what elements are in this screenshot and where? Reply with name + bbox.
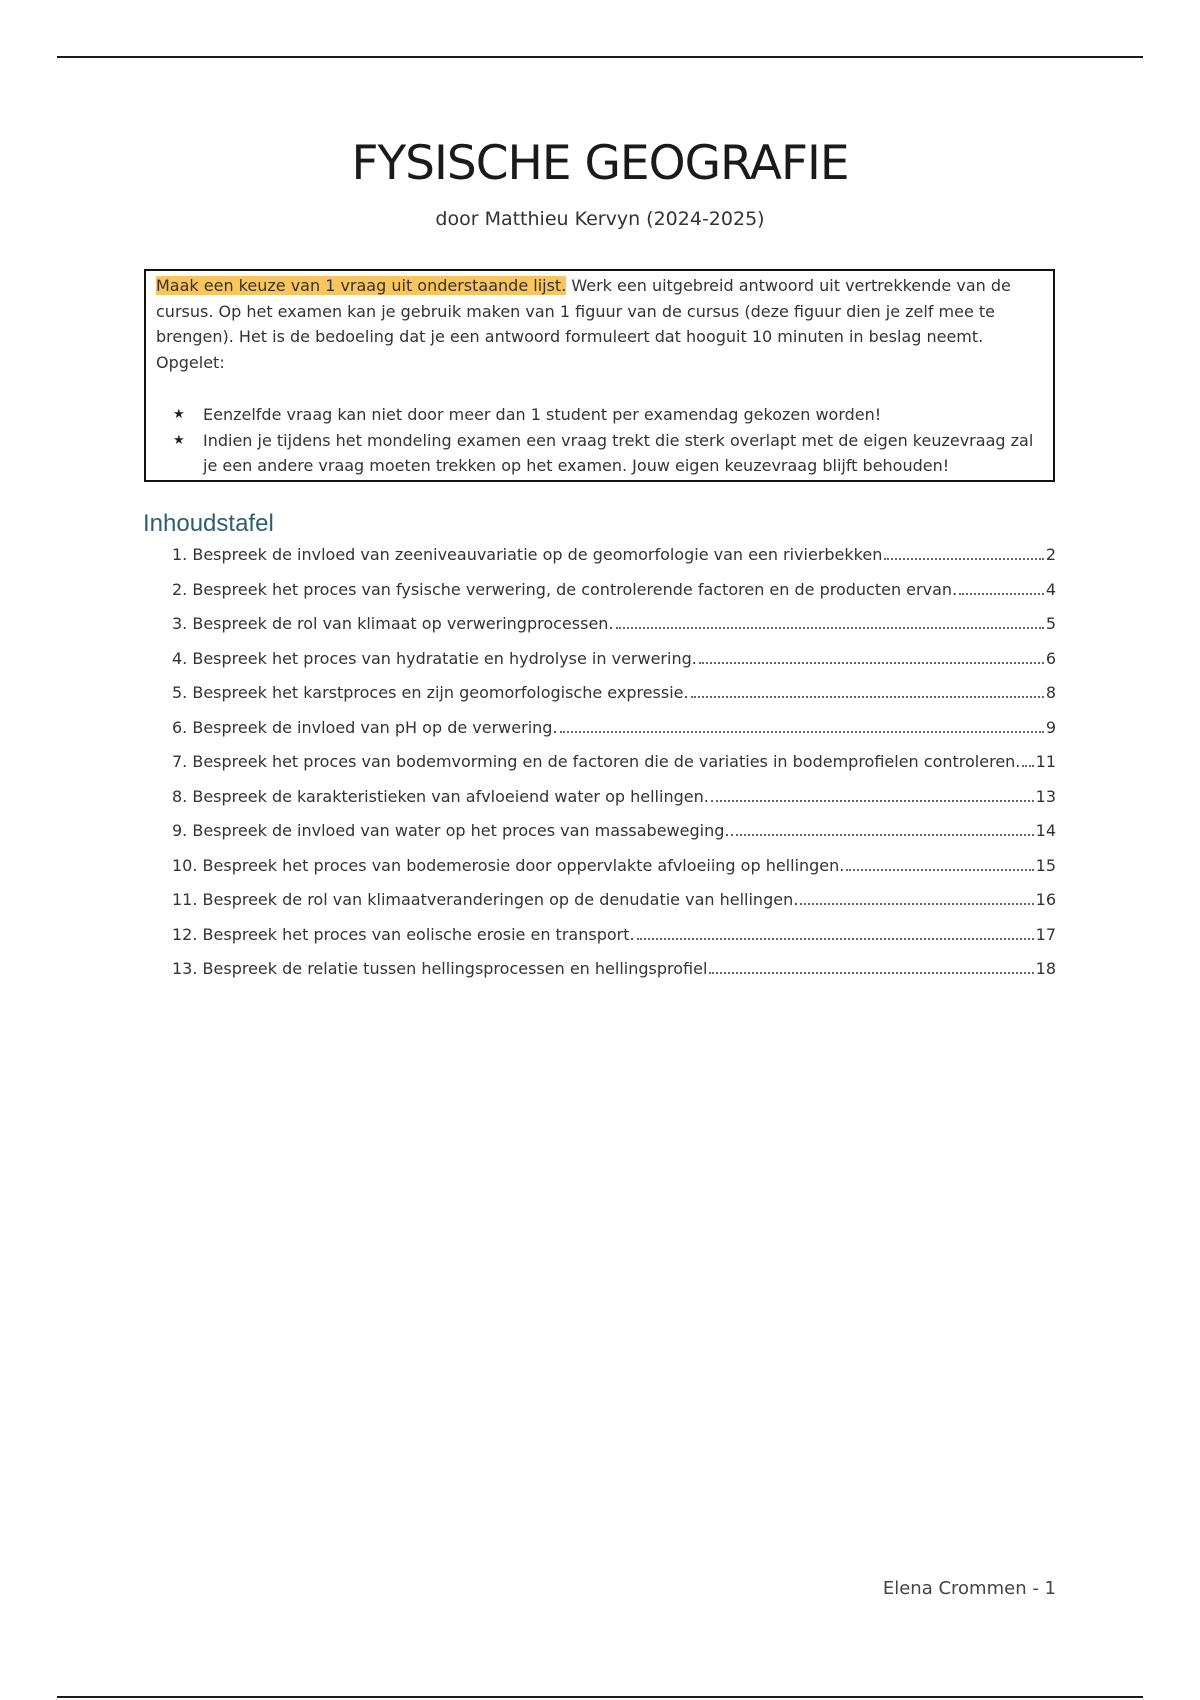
star-icon: ★ — [173, 432, 185, 448]
toc-entry[interactable] — [172, 580, 1056, 615]
toc-dot-leader — [1022, 765, 1033, 767]
toc-entry-number: 10. — [172, 855, 203, 875]
toc-entry-text: Bespreek de invloed van water op het proces van massabeweging. — [192, 821, 730, 840]
toc-entry-number: 12. — [172, 924, 203, 944]
toc-entry[interactable] — [172, 890, 1056, 925]
toc-entry-page: 5 — [1045, 614, 1056, 633]
toc-entry[interactable] — [172, 614, 1056, 649]
toc-dot-leader — [616, 627, 1044, 629]
toc-entry-number: 13. — [172, 959, 203, 978]
toc-entry[interactable] — [172, 856, 1056, 891]
instructions-text: Werk een uitgebreid antwoord uit vertrekkende van de cursus. Op het examen kan je gebruik maken van 1 figuur van de cursus (deze figuur dien je zelf mee te brengen). Het is de bedoeling dat je een antwoord formuleert dat hooguit 10 minuten in beslag neemt. — [156, 276, 1011, 346]
toc-entry-number: 6. — [172, 717, 193, 737]
toc-entry-text: Bespreek de rol van klimaatveranderingen op de denudatie van hellingen. — [202, 890, 799, 909]
toc-dot-leader — [699, 662, 1044, 664]
toc-dot-leader — [846, 869, 1033, 871]
toc-entry-number: 9. — [172, 821, 193, 840]
toc-heading: Inhoudstafel — [143, 510, 274, 537]
toc-dot-leader — [731, 834, 1033, 836]
bullet-text: Indien je tijdens het mondeling examen een vraag trekt die sterk overlapt met de eigen keuzevraag zal je een andere vraag moeten trekken op het examen. Jouw eigen keuzevraag blijft behouden! — [203, 430, 1034, 475]
toc-entry-number: 3. — [172, 614, 193, 633]
toc-entry-text: Bespreek de invloed van zeeniveauvariatie op de geomorfologie van een rivierbekken — [192, 545, 883, 564]
toc-entry-page: 11 — [1035, 752, 1056, 771]
toc-entry[interactable] — [172, 787, 1056, 822]
toc-entry-page: 9 — [1045, 717, 1056, 737]
toc-entry-number: 11. — [172, 890, 203, 909]
toc-entry-page: 17 — [1035, 924, 1056, 944]
toc-entry-text: Bespreek de invloed van pH op de verwering. — [192, 717, 558, 737]
toc-list — [172, 545, 1056, 994]
toc-entry-page: 2 — [1045, 545, 1056, 564]
bullet-text: Eenzelfde vraag kan niet door meer dan 1 student per examendag gekozen worden! — [203, 405, 882, 424]
toc-entry-page: 13 — [1035, 786, 1056, 806]
instructions-intro — [156, 273, 1043, 350]
top-rule — [57, 56, 1143, 58]
toc-entry-page: 15 — [1035, 855, 1056, 875]
toc-entry-page: 6 — [1045, 648, 1056, 668]
toc-entry-number: 2. — [172, 579, 193, 599]
toc-entry-number: 4. — [172, 648, 193, 668]
instructions-bullet — [156, 428, 1043, 479]
caution-label: Opgelet: — [156, 352, 225, 372]
toc-entry-text: Bespreek het proces van bodemvorming en de factoren die de variaties in bodemprofielen controleren. — [192, 752, 1021, 771]
bottom-rule — [57, 1696, 1143, 1698]
toc-entry-text: Bespreek het proces van bodemerosie door oppervlakte afvloeiing op hellingen. — [202, 855, 845, 875]
toc-dot-leader — [560, 731, 1044, 733]
toc-entry[interactable] — [172, 752, 1056, 787]
toc-entry-text: Bespreek het proces van hydratatie en hydrolyse in verwering. — [192, 648, 697, 668]
toc-entry-page: 14 — [1035, 821, 1056, 840]
toc-entry-text: Bespreek het karstproces en zijn geomorfologische expressie. — [192, 683, 689, 702]
toc-entry[interactable] — [172, 925, 1056, 960]
highlighted-instruction: Maak een keuze van 1 vraag uit onderstaande lijst. — [156, 276, 567, 295]
instructions-box — [144, 269, 1055, 482]
toc-entry[interactable] — [172, 821, 1056, 856]
toc-dot-leader — [711, 800, 1034, 802]
toc-dot-leader — [691, 696, 1044, 698]
toc-dot-leader — [709, 972, 1033, 974]
toc-entry-text: Bespreek het proces van fysische verwering, de controlerende factoren en de producten ervan. — [192, 579, 958, 599]
toc-entry-page: 18 — [1035, 959, 1056, 978]
toc-entry-text: Bespreek het proces van eolische erosie en transport. — [202, 924, 635, 944]
instructions-bullet — [156, 402, 1043, 428]
toc-entry-number: 8. — [172, 786, 193, 806]
toc-entry-page: 16 — [1035, 890, 1056, 909]
toc-entry-text: Bespreek de rol van klimaat op verweringprocessen. — [192, 614, 614, 633]
toc-entry[interactable] — [172, 545, 1056, 580]
toc-entry-number: 5. — [172, 683, 193, 702]
toc-entry-number: 1. — [172, 545, 193, 564]
toc-dot-leader — [884, 558, 1043, 560]
toc-dot-leader — [637, 938, 1034, 940]
toc-entry[interactable] — [172, 718, 1056, 753]
toc-entry-text: Bespreek de karakteristieken van afvloeiend water op hellingen. — [192, 786, 709, 806]
toc-entry-page: 8 — [1045, 683, 1056, 702]
document-subtitle: door Matthieu Kervyn (2024-2025) — [435, 208, 765, 230]
toc-entry-text: Bespreek de relatie tussen hellingsprocessen en hellingsprofiel — [202, 959, 708, 978]
toc-dot-leader — [959, 593, 1044, 595]
instructions-bullet-list — [156, 402, 1043, 479]
toc-entry[interactable] — [172, 959, 1056, 994]
toc-entry-page: 4 — [1045, 579, 1056, 599]
document-title: FYSISCHE GEOGRAFIE — [351, 136, 849, 191]
toc-entry-number: 7. — [172, 752, 193, 771]
toc-entry[interactable] — [172, 649, 1056, 684]
page-footer: Elena Crommen - 1 — [882, 1578, 1056, 1599]
toc-entry[interactable] — [172, 683, 1056, 718]
toc-dot-leader — [800, 903, 1033, 905]
star-icon: ★ — [173, 407, 185, 422]
